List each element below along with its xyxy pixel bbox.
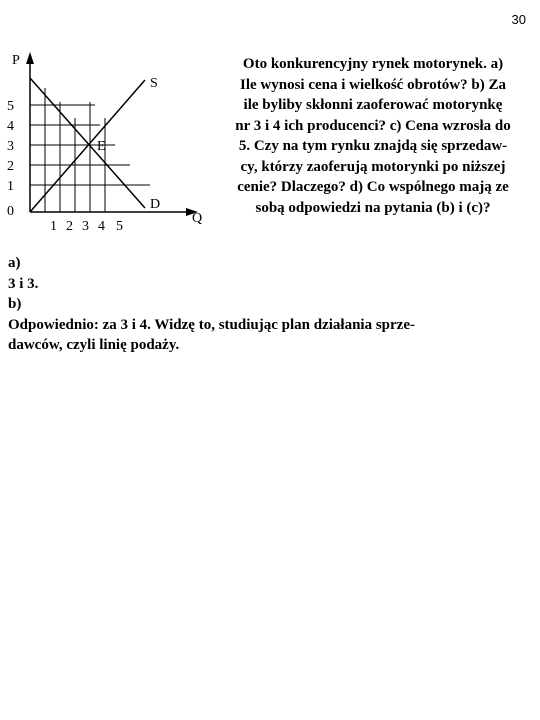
question-text — [206, 54, 540, 218]
demand-label: D — [150, 197, 161, 212]
y-axis-arrow-icon — [26, 52, 34, 64]
question-line: nr 3 i 4 ich producenci? c) Cena wzrosła do — [235, 117, 511, 134]
question-line: cy, którzy zaoferują motorynki po niższej — [240, 158, 506, 175]
supply-line — [30, 80, 145, 212]
x-tick-label: 3 — [82, 219, 89, 234]
answer-line: 3 i 3. — [8, 275, 39, 292]
y-axis-label: P — [12, 53, 20, 68]
question-line: ile byliby skłonni zaoferować motorynkę — [243, 97, 503, 113]
supply-demand-graph — [0, 40, 203, 240]
y-tick-label: 1 — [7, 179, 14, 194]
y-tick-label: 5 — [7, 99, 14, 114]
x-axis-label: Q — [192, 211, 203, 226]
answers-text — [8, 253, 528, 356]
equilibrium-label: E — [97, 139, 106, 154]
y-tick-label: 2 — [7, 159, 14, 174]
page-number: 30 — [511, 12, 526, 27]
answer-line: a) — [8, 255, 21, 271]
question-line: Ile wynosi cena i wielkość obrotów? b) Za — [240, 76, 506, 93]
supply-label: S — [150, 76, 158, 91]
y-tick-label: 4 — [7, 119, 14, 134]
x-tick-label: 2 — [66, 219, 73, 234]
answer-line: Odpowiednio: za 3 i 4. Widzę to, studiując plan działania sprze- — [8, 316, 415, 333]
question-line: 5. Czy na tym rynku znajdą się sprzedaw- — [238, 138, 508, 154]
x-tick-label: 1 — [50, 219, 57, 234]
question-line: Oto konkurencyjny rynek motorynek. a) — [242, 56, 504, 72]
question-line: sobą odpowiedzi na pytania (b) i (c)? — [255, 199, 491, 216]
origin-label: 0 — [7, 204, 14, 219]
axes — [30, 60, 190, 212]
x-tick-label: 5 — [116, 219, 123, 234]
y-tick-label: 3 — [7, 139, 14, 154]
answer-line: dawców, czyli linię podaży. — [8, 337, 180, 353]
answer-line: b) — [8, 296, 22, 312]
demand-line — [30, 78, 145, 208]
question-line: cenie? Dlaczego? d) Co wspólnego mają ze — [237, 179, 509, 195]
x-tick-label: 4 — [98, 219, 105, 234]
